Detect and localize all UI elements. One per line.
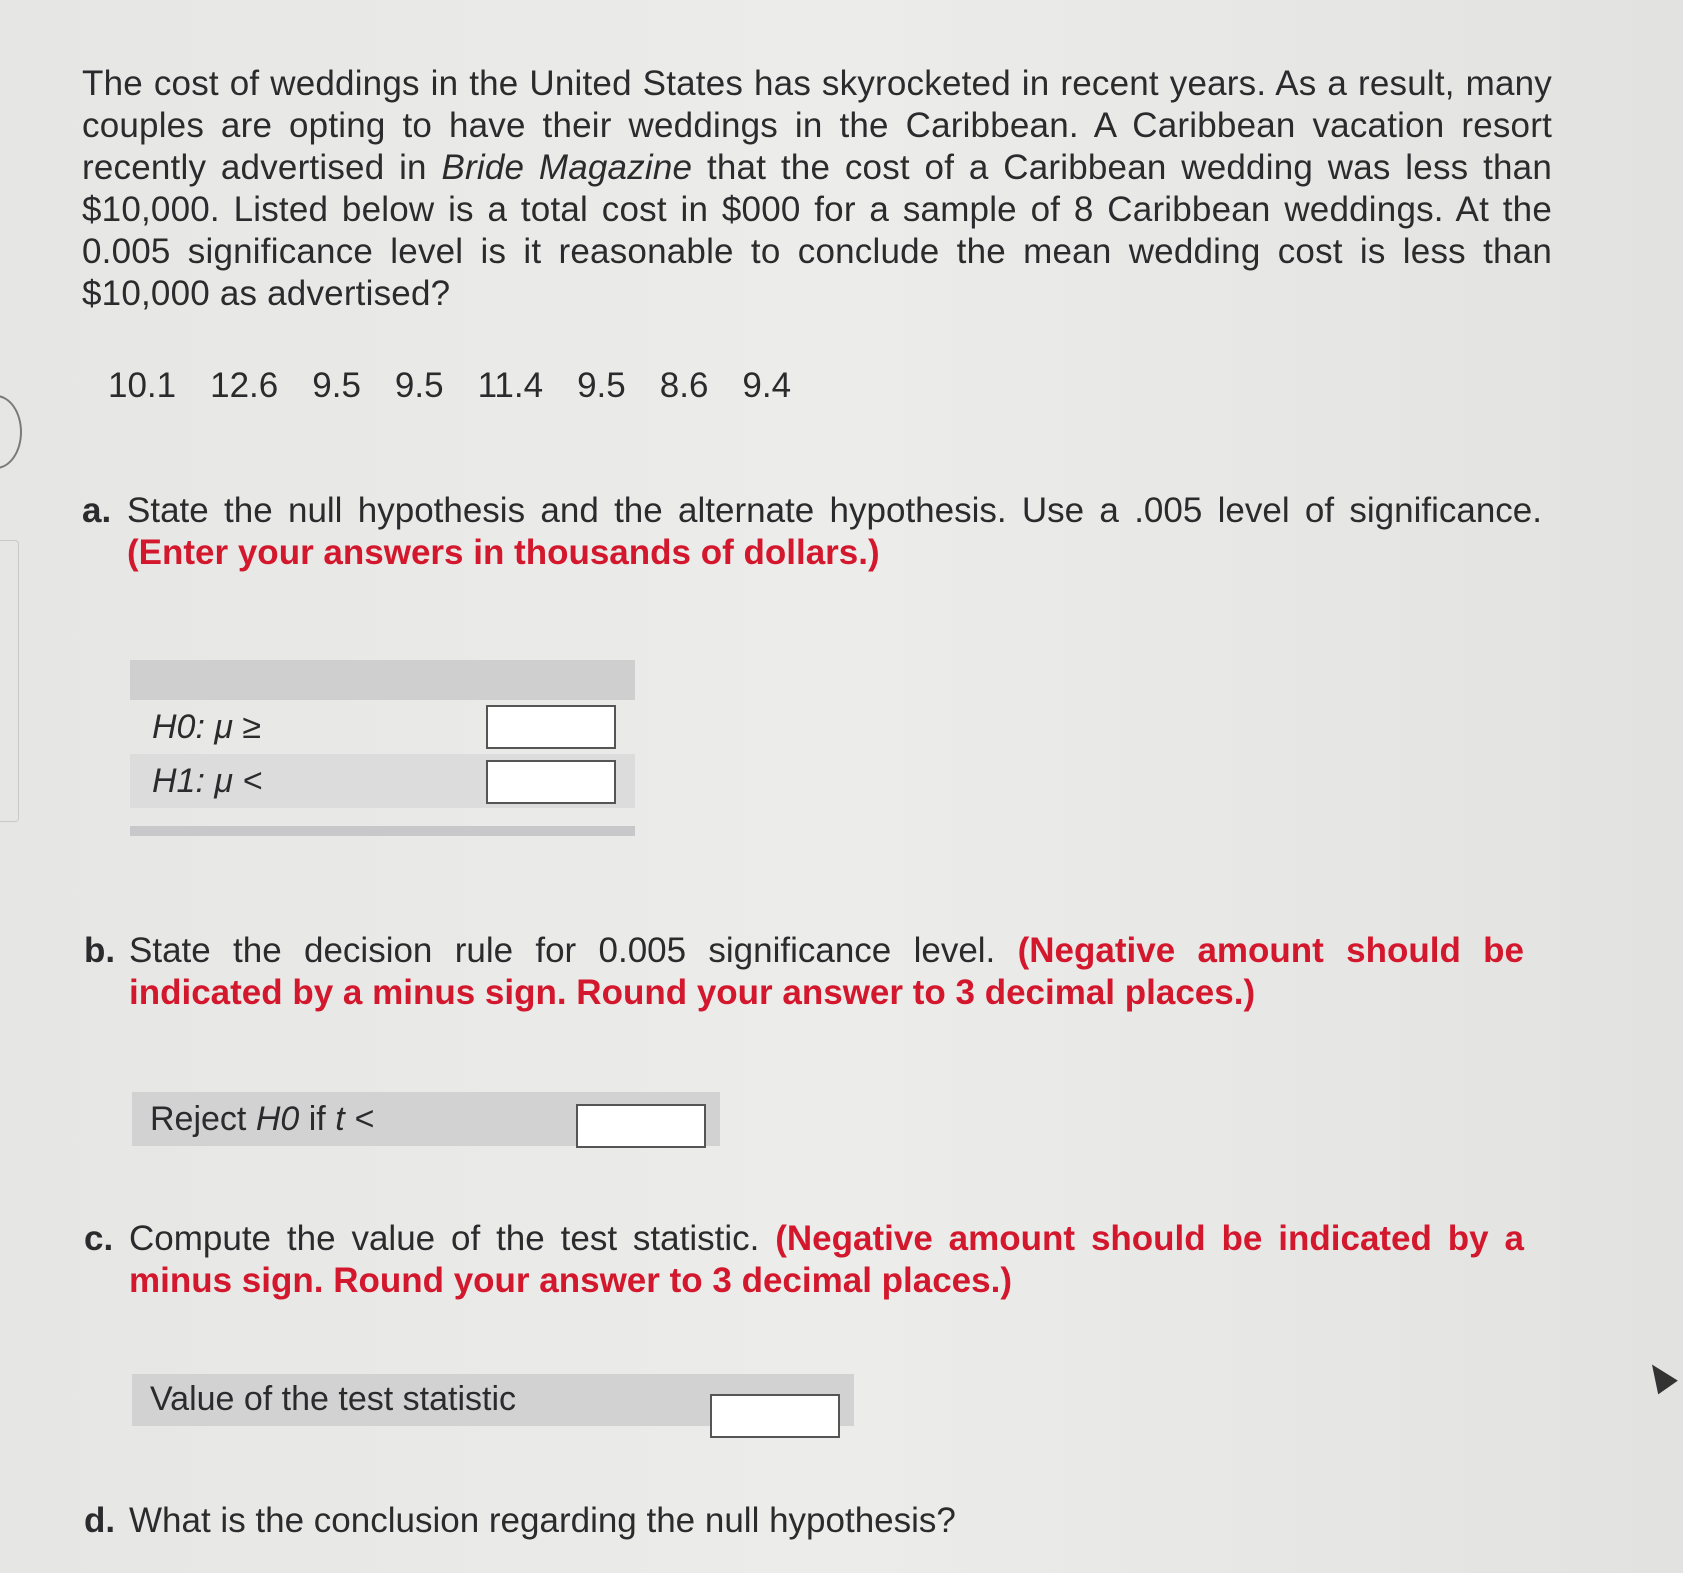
problem-statement bbox=[82, 63, 1552, 315]
problem-text-2: that the cost of a Caribbean wedding was less than $10,000. Listed below is a total cost in $000 for a sample of 8 Caribbean weddings. At the 0.005 significance level is it reasonable to conclude the mean wedding cost is less than $10,000 as advertised? bbox=[82, 148, 1552, 313]
decision-rule-h0: H0 bbox=[255, 1100, 300, 1138]
hypothesis-table-header bbox=[130, 660, 635, 700]
part-c-text: Compute the value of the test statistic. bbox=[129, 1219, 760, 1258]
part-a-question bbox=[127, 490, 1542, 574]
part-a bbox=[82, 490, 1542, 574]
data-value: 11.4 bbox=[477, 366, 544, 405]
mouse-cursor-icon bbox=[1642, 1358, 1678, 1395]
part-b-text: State the decision rule for 0.005 significance level. bbox=[129, 931, 996, 970]
null-hypothesis-label: H0: μ ≥ bbox=[152, 707, 262, 746]
part-d-text: What is the conclusion regarding the null hypothesis? bbox=[129, 1501, 956, 1540]
part-b bbox=[84, 930, 1524, 1014]
decision-rule-label bbox=[150, 1100, 374, 1139]
part-d-question bbox=[129, 1500, 1524, 1542]
side-panel-edge bbox=[0, 540, 19, 822]
test-statistic-input[interactable] bbox=[710, 1394, 840, 1438]
problem-text-1: The cost of weddings in the United States has skyrocketed in recent years. As a result, many couples are opting to have their weddings in the Caribbean. A Caribbean vacation resort recently advertised in bbox=[82, 64, 1552, 187]
h1-answer-input[interactable] bbox=[486, 760, 616, 804]
part-a-letter: a. bbox=[82, 491, 112, 530]
data-value: 10.1 bbox=[108, 366, 177, 405]
data-value: 9.5 bbox=[312, 366, 361, 405]
part-c bbox=[84, 1218, 1524, 1302]
part-b-question bbox=[129, 930, 1524, 1014]
part-b-instruction: (Negative amount should be indicated by a minus sign. Round your answer to 3 decimal places.) bbox=[129, 931, 1524, 1012]
alt-hypothesis-label: H1: μ < bbox=[152, 761, 263, 800]
part-c-question bbox=[129, 1218, 1524, 1302]
decision-rule-if: if bbox=[308, 1100, 326, 1138]
data-value: 9.5 bbox=[394, 366, 444, 405]
side-circle-control[interactable] bbox=[0, 395, 22, 469]
part-c-instruction: (Negative amount should be indicated by a minus sign. Round your answer to 3 decimal places.) bbox=[129, 1219, 1524, 1300]
data-value: 9.4 bbox=[742, 366, 792, 405]
h0-answer-input[interactable] bbox=[486, 705, 616, 749]
part-b-letter: b. bbox=[84, 931, 116, 970]
part-c-letter: c. bbox=[84, 1219, 114, 1258]
test-statistic-label: Value of the test statistic bbox=[150, 1380, 516, 1418]
part-d bbox=[84, 1500, 1524, 1542]
part-d-letter: d. bbox=[84, 1501, 116, 1540]
critical-value-input[interactable] bbox=[576, 1104, 706, 1148]
sample-data-list bbox=[108, 366, 825, 406]
part-a-text: State the null hypothesis and the alternate hypothesis. Use a .005 level of significance. bbox=[127, 491, 1542, 530]
part-a-instruction: (Enter your answers in thousands of dollars.) bbox=[127, 533, 880, 572]
data-value: 8.6 bbox=[659, 366, 709, 405]
decision-rule-prefix: Reject bbox=[150, 1100, 247, 1138]
magazine-name: Bride Magazine bbox=[441, 148, 693, 187]
hypothesis-table-footer bbox=[130, 826, 635, 836]
decision-rule-t: t < bbox=[335, 1100, 374, 1138]
data-value: 12.6 bbox=[210, 366, 279, 405]
data-value: 9.5 bbox=[577, 366, 626, 405]
